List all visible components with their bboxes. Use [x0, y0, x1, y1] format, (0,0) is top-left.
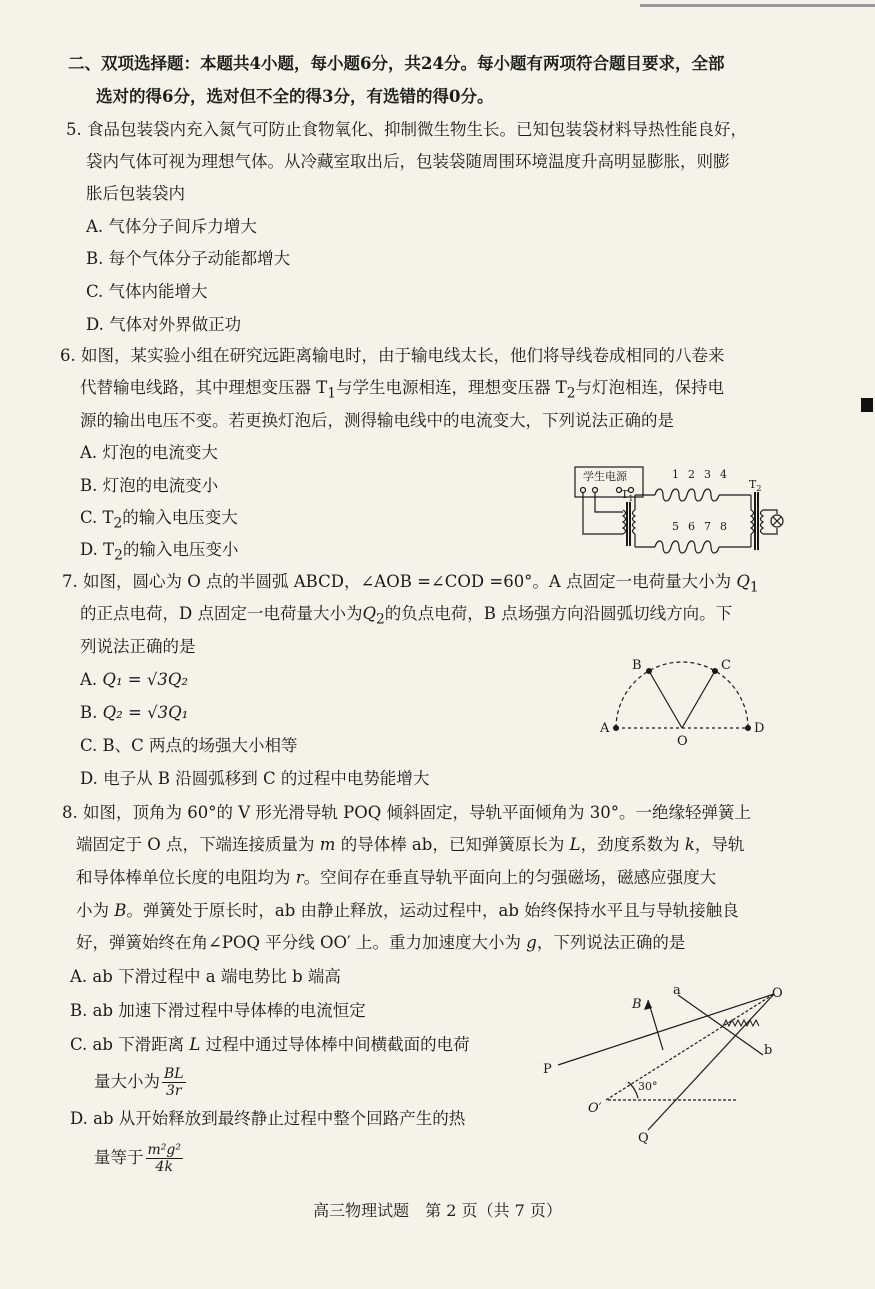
- label-q: Q: [638, 1131, 649, 1146]
- q7-option-a: A. Q₁ = √3Q₂: [80, 670, 189, 689]
- top-coils: [655, 489, 719, 501]
- label-a: A: [600, 721, 610, 736]
- q8-option-d-line1: D. ab 从开始释放到最终静止过程中整个回路产生的热: [70, 1109, 466, 1128]
- label-p: P: [543, 1062, 552, 1077]
- q6-circuit-figure: [565, 462, 805, 562]
- bottom-coils: [655, 541, 719, 553]
- spring: [723, 1020, 759, 1026]
- q6-stem-line3: 源的输出电压不变。若更换灯泡后，测得输电线中的电流变大，下列说法正确的是: [80, 411, 674, 430]
- power-supply-label: 学生电源: [583, 470, 627, 483]
- q8-option-c-line1: C. ab 下滑距离 L 过程中通过导体棒中间横截面的电荷: [70, 1035, 470, 1054]
- svg-text:5: 5: [672, 520, 679, 533]
- q6-stem-line2: 代替输电线路，其中理想变压器 $T_1$与学生电源相连，理想变压器 $T_2$与灯泡相连，保持电: [80, 378, 725, 402]
- charge-fraction: $\frac{BL}{3r}$: [164, 1066, 184, 1099]
- oc-line: [682, 671, 715, 728]
- label-o: O: [772, 986, 783, 1001]
- q7-stem-line1: 7. 如图，圆心为 O 点的半圆弧 ABCD，∠AOB =∠COD =60°。A 点固定一电荷量大小为 $Q_1$: [62, 572, 759, 596]
- label-o: O: [677, 734, 688, 748]
- label-a: a: [673, 983, 681, 998]
- scan-edge-line: [640, 4, 875, 7]
- section-heading-line1: 二、双项选择题：本题共4小题，每小题6分，共24分。每小题有两项符合题目要求，全部: [68, 54, 725, 73]
- t1-secondary-coil: [633, 510, 636, 534]
- q8-v-rail-figure: [538, 980, 798, 1150]
- point-b: [646, 668, 652, 674]
- label-b-field: B: [632, 997, 642, 1012]
- section-heading-line2: 选对的得6分，选对但不全的得3分，有选错的得0分。: [96, 87, 494, 106]
- q5-stem-line1: 5. 食品包装袋内充入氮气可防止食物氧化、抑制微生物生长。已知包装袋材料导热性能良好，: [66, 120, 747, 139]
- terminal-icon: [629, 488, 634, 493]
- q6-option-d: D. $T_2$的输入电压变小: [80, 540, 239, 564]
- svg-text:7: 7: [704, 520, 711, 533]
- t1-primary-coil: [623, 510, 626, 534]
- q6-option-c: C. $T_2$的输入电压变大: [80, 508, 238, 532]
- point-a: [613, 725, 619, 731]
- heat-fraction: $\frac{\text{m²g²}}{4k}$: [147, 1142, 181, 1175]
- t1-label: $T_1$: [621, 488, 634, 503]
- q7-stem-line2: 的正点电荷，D 点固定一电荷量大小为$Q_2$的负点电荷，B 点场强方向沿圆弧切线方向。下: [80, 604, 733, 628]
- q5-option-d: D. 气体对外界做正功: [86, 315, 242, 334]
- q7-option-d: D. 电子从 B 沿圆弧移到 C 的过程中电势能增大: [80, 769, 430, 788]
- q8-stem-line4: 小为 B。弹簧处于原长时，ab 由静止释放，运动过程中，ab 始终保持水平且与导轨接触良: [76, 901, 739, 920]
- label-c: C: [721, 658, 731, 673]
- q8-stem-line1: 8. 如图，顶角为 60°的 V 形光滑导轨 POQ 倾斜固定，导轨平面倾角为 30°。一绝缘轻弹簧上: [62, 803, 752, 822]
- q6-stem-line1: 6. 如图，某实验小组在研究远距离输电时，由于输电线太长，他们将导线卷成相同的八卷来: [60, 346, 725, 365]
- point-c: [712, 668, 718, 674]
- q5-stem-line3: 胀后包装袋内: [86, 184, 185, 203]
- q6-option-b: B. 灯泡的电流变小: [80, 476, 219, 495]
- margin-marker: [861, 398, 873, 412]
- svg-text:2: 2: [688, 468, 695, 481]
- label-b: B: [632, 658, 642, 673]
- svg-text:3: 3: [704, 468, 711, 481]
- q8-stem-line3: 和导体棒单位长度的电阻均为 r。空间存在垂直导轨平面向上的匀强磁场，磁感应强度大: [76, 868, 717, 887]
- label-angle: 30°: [638, 1080, 658, 1093]
- q5-option-a: A. 气体分子间斥力增大: [86, 217, 257, 236]
- q7-option-b: B. Q₂ = √3Q₁: [80, 703, 189, 722]
- q8-stem-line2: 端固定于 O 点，下端连接质量为 m 的导体棒 ab，已知弹簧原长为 L，劲度系数为 k，导轨: [76, 835, 745, 854]
- page-footer: 高三物理试题 第 2 页（共 7 页）: [313, 1201, 562, 1220]
- q8-option-c-line2: 量大小为 $\frac{BL}{3r}$: [94, 1066, 184, 1099]
- point-d: [745, 725, 751, 731]
- q6-option-a: A. 灯泡的电流变大: [80, 443, 218, 462]
- ob-line: [649, 671, 682, 728]
- svg-text:4: 4: [720, 468, 727, 481]
- label-o-prime: O′: [588, 1101, 602, 1116]
- t2-label: $T_2$: [749, 478, 762, 493]
- q5-stem-line2: 袋内气体可视为理想气体。从冷藏室取出后，包装袋随周围环境温度升高明显膨胀，则膨: [86, 152, 730, 171]
- t2-secondary-coil: [761, 510, 764, 534]
- q8-option-d-line2: 量等于 $\frac{\text{m²g²}}{4k}$: [94, 1142, 181, 1175]
- angle-arc: [628, 1082, 638, 1098]
- q7-stem-line3: 列说法正确的是: [80, 637, 196, 656]
- q8-stem-line5: 好，弹簧始终在角∠POQ 平分线 OO′ 上。重力加速度大小为 g，下列说法正确的是: [76, 933, 686, 952]
- terminal-icon: [593, 488, 598, 493]
- t2-primary-coil: [751, 510, 754, 534]
- label-d: D: [754, 721, 765, 736]
- svg-text:8: 8: [720, 520, 727, 533]
- q8-option-b: B. ab 加速下滑过程中导体棒的电流恒定: [70, 1001, 366, 1020]
- svg-text:1: 1: [672, 468, 679, 481]
- label-b: b: [764, 1043, 773, 1058]
- q8-option-a: A. ab 下滑过程中 a 端电势比 b 端高: [70, 967, 341, 986]
- q7-semicircle-figure: [592, 652, 772, 748]
- terminal-icon: [581, 488, 586, 493]
- svg-text:6: 6: [688, 520, 695, 533]
- q7-option-c: C. B、C 两点的场强大小相等: [80, 736, 298, 755]
- q5-option-b: B. 每个气体分子动能都增大: [86, 249, 291, 268]
- q5-option-c: C. 气体内能增大: [86, 282, 208, 301]
